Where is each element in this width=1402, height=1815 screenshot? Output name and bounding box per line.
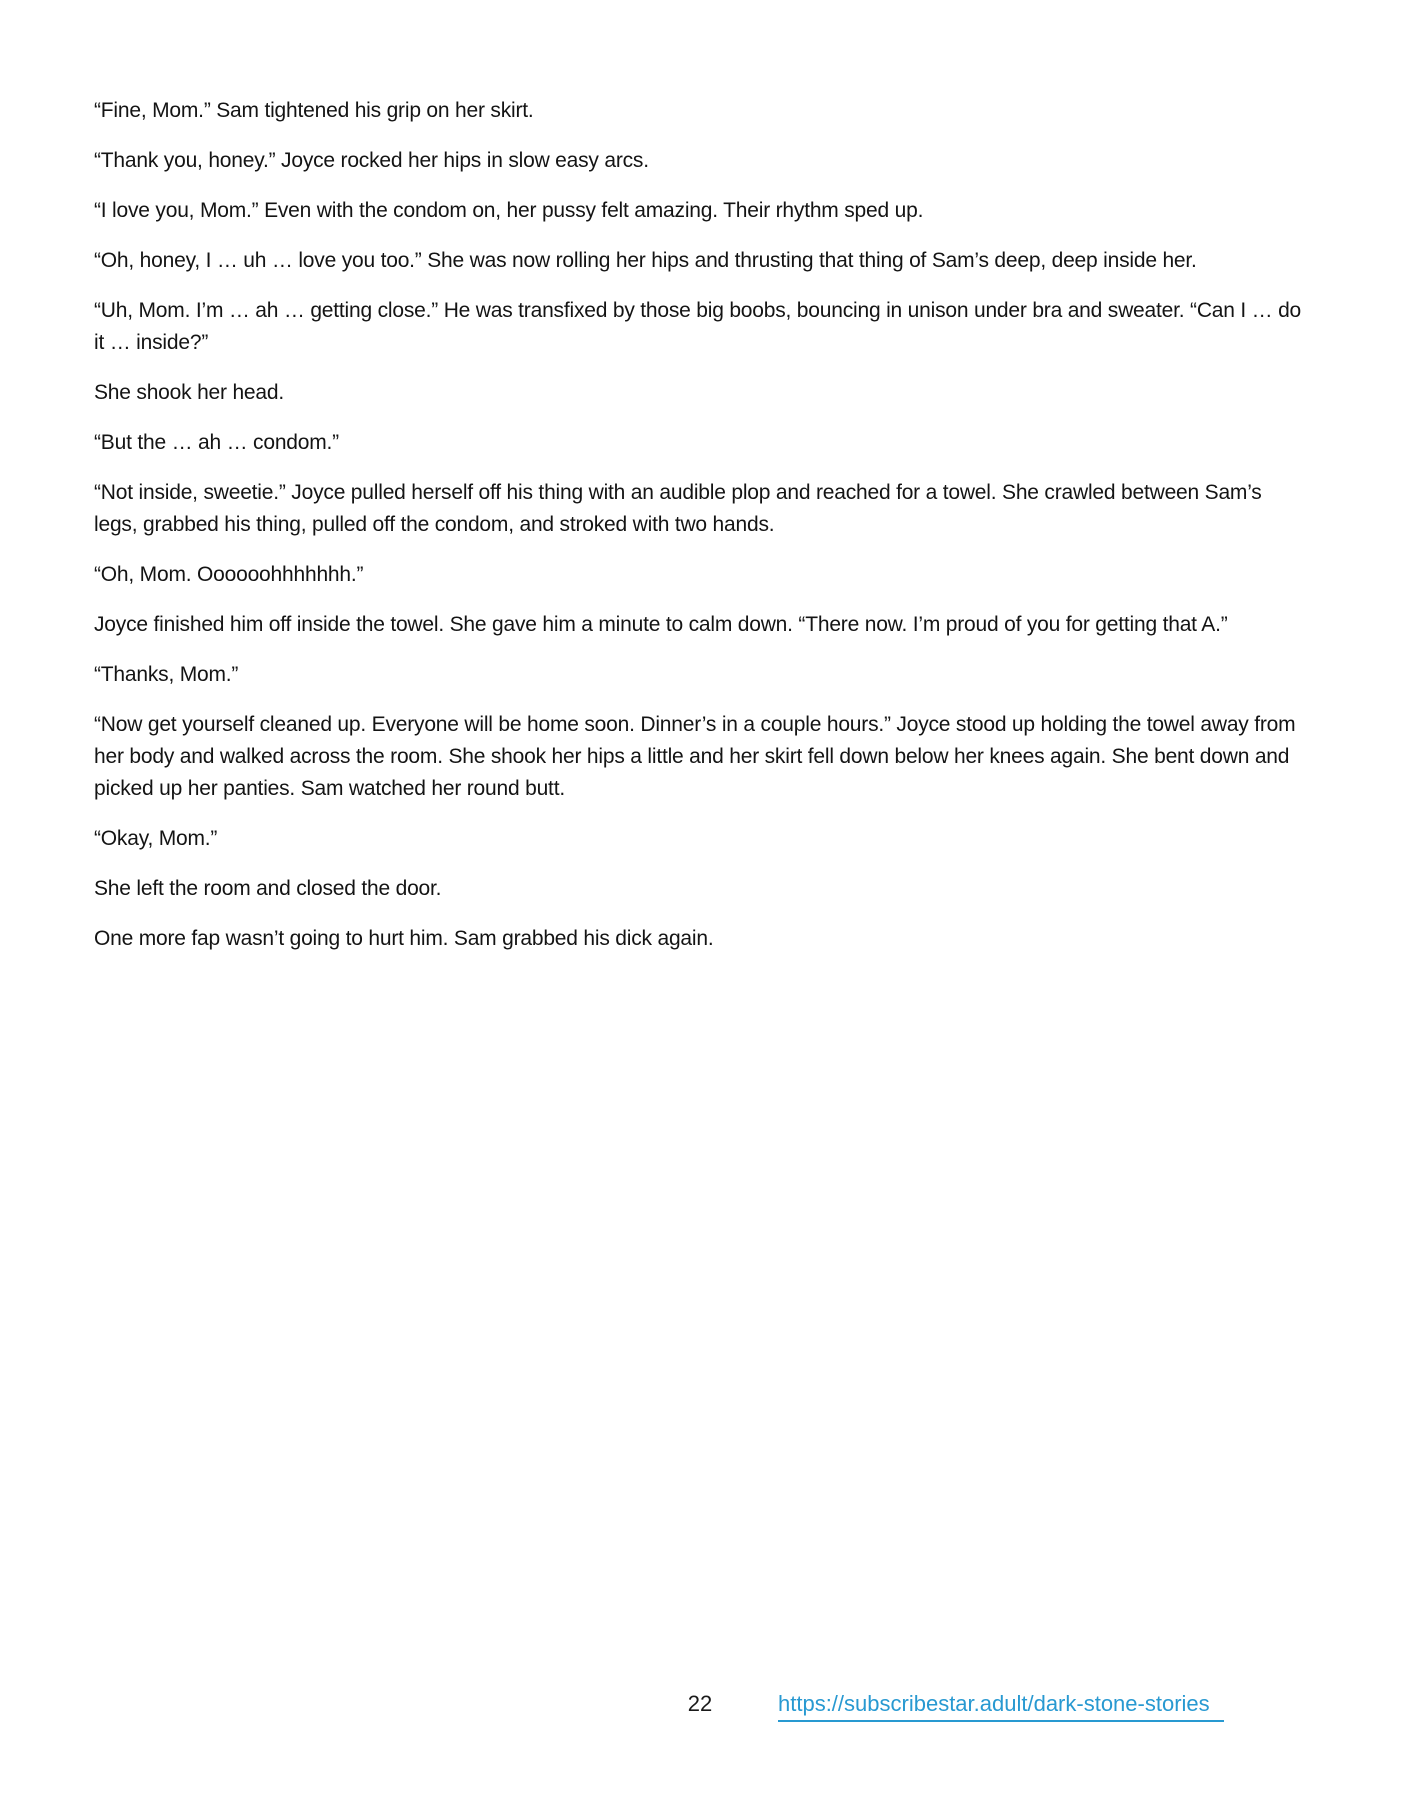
document-page	[94, 95, 1310, 973]
page-footer	[0, 1689, 1402, 1725]
page-number: 22	[687, 1691, 713, 1716]
story-paragraph: “Okay, Mom.”	[94, 827, 218, 850]
story-paragraph: “Now get yourself cleaned up. Everyone will be home soon. Dinner’s in a couple hours.” Joyce stood up holding the towel away from her body and walked across the room. She shook her hips a little and her skirt fell down below her knees again. She bent down and picked up her panties. Sam watched her round butt.	[94, 713, 1296, 800]
story-paragraph: She left the room and closed the door.	[94, 877, 442, 900]
story-paragraph: “Oh, honey, I … uh … love you too.” She was now rolling her hips and thrusting that thing of Sam’s deep, deep inside her.	[94, 249, 1197, 272]
footer-link[interactable]: https://subscribestar.adult/dark-stone-stories	[778, 1689, 1224, 1722]
story-paragraph: “Not inside, sweetie.” Joyce pulled herself off his thing with an audible plop and reached for a towel. She crawled between Sam’s legs, grabbed his thing, pulled off the condom, and stroked with two hands.	[94, 481, 1262, 536]
story-paragraph: “I love you, Mom.” Even with the condom on, her pussy felt amazing. Their rhythm sped up.	[94, 199, 924, 222]
story-paragraph: “Uh, Mom. I’m … ah … getting close.” He was transfixed by those big boobs, bouncing in unison under bra and sweater. “Can I … do it … inside?”	[94, 299, 1302, 354]
story-paragraph: “Thank you, honey.” Joyce rocked her hips in slow easy arcs.	[94, 149, 649, 172]
story-paragraph: “Fine, Mom.” Sam tightened his grip on her skirt.	[94, 99, 534, 122]
story-paragraph: One more fap wasn’t going to hurt him. Sam grabbed his dick again.	[94, 927, 714, 950]
story-paragraph: “Oh, Mom. Oooooohhhhhhh.”	[94, 563, 364, 586]
story-paragraph: Joyce finished him off inside the towel. She gave him a minute to calm down. “There now. I’m proud of you for getting that A.”	[94, 613, 1228, 636]
story-paragraph: “Thanks, Mom.”	[94, 663, 239, 686]
story-paragraph: “But the … ah … condom.”	[94, 431, 339, 454]
story-paragraph: She shook her head.	[94, 381, 285, 404]
